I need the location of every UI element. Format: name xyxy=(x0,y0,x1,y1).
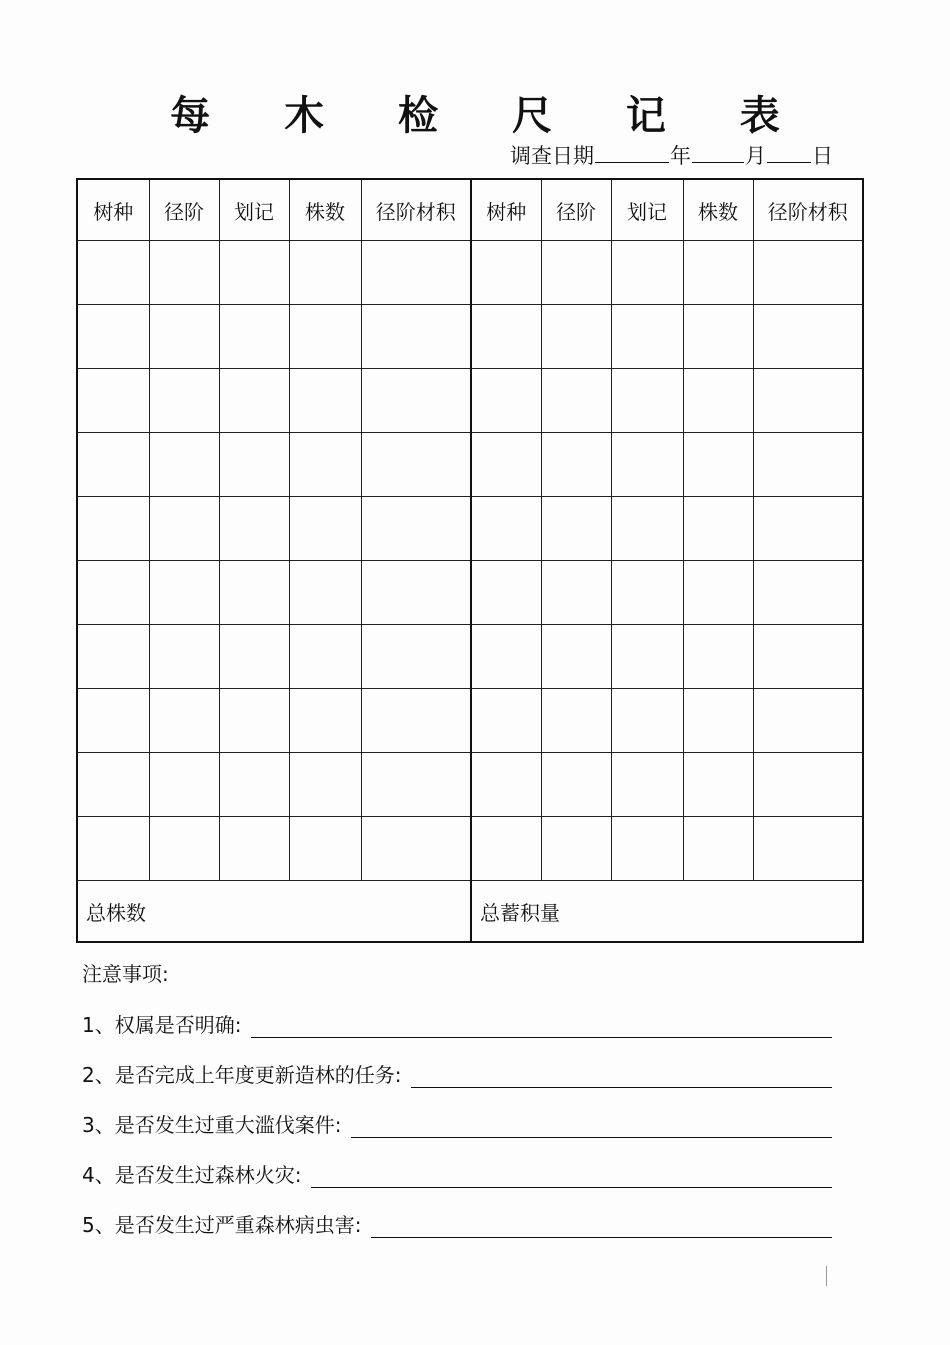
year-label: 年 xyxy=(670,144,691,168)
table-cell[interactable] xyxy=(289,625,361,689)
table-row xyxy=(77,369,863,433)
table-cell[interactable] xyxy=(219,241,289,305)
table-cell[interactable] xyxy=(753,369,863,433)
table-cell[interactable] xyxy=(611,241,683,305)
table-cell[interactable] xyxy=(289,305,361,369)
table-cell[interactable] xyxy=(361,817,471,881)
table-cell[interactable] xyxy=(149,561,219,625)
table-cell[interactable] xyxy=(289,561,361,625)
table-cell[interactable] xyxy=(753,561,863,625)
day-blank[interactable] xyxy=(767,144,811,163)
table-cell[interactable] xyxy=(683,689,753,753)
table-row xyxy=(77,497,863,561)
table-cell[interactable] xyxy=(541,369,611,433)
table-cell[interactable] xyxy=(753,817,863,881)
note-answer-line[interactable] xyxy=(371,1215,832,1238)
table-cell[interactable] xyxy=(149,689,219,753)
table-cell[interactable] xyxy=(149,305,219,369)
table-cell[interactable] xyxy=(289,497,361,561)
table-cell[interactable] xyxy=(683,433,753,497)
table-cell[interactable] xyxy=(683,625,753,689)
table-cell[interactable] xyxy=(471,369,541,433)
table-cell[interactable] xyxy=(753,689,863,753)
column-header: 径阶材积 xyxy=(753,179,863,241)
table-cell[interactable] xyxy=(471,241,541,305)
note-answer-line[interactable] xyxy=(311,1165,832,1188)
survey-date-label: 调查日期 xyxy=(510,144,594,168)
totals-row xyxy=(77,881,863,943)
table-cell[interactable] xyxy=(471,625,541,689)
table-cell[interactable] xyxy=(77,625,149,689)
note-item xyxy=(82,1158,842,1188)
table-cell[interactable] xyxy=(149,369,219,433)
table-cell[interactable] xyxy=(361,369,471,433)
table-cell[interactable] xyxy=(219,817,289,881)
table-cell[interactable] xyxy=(541,753,611,817)
table-cell[interactable] xyxy=(219,561,289,625)
month-blank[interactable] xyxy=(692,144,744,163)
note-label: 4、是否发生过森林火灾: xyxy=(82,1163,302,1187)
table-cell[interactable] xyxy=(361,561,471,625)
table-body xyxy=(77,241,863,881)
table-cell[interactable] xyxy=(471,561,541,625)
table-cell[interactable] xyxy=(611,753,683,817)
table-cell[interactable] xyxy=(219,689,289,753)
table-cell[interactable] xyxy=(541,817,611,881)
table-row xyxy=(77,305,863,369)
table-cell[interactable] xyxy=(683,241,753,305)
table-cell[interactable] xyxy=(219,497,289,561)
table-cell[interactable] xyxy=(77,241,149,305)
table-cell[interactable] xyxy=(611,305,683,369)
table-row xyxy=(77,625,863,689)
table-cell[interactable] xyxy=(77,817,149,881)
table-row xyxy=(77,561,863,625)
table-cell[interactable] xyxy=(541,689,611,753)
table-cell[interactable] xyxy=(611,625,683,689)
table-cell[interactable] xyxy=(77,689,149,753)
table-cell[interactable] xyxy=(683,369,753,433)
note-answer-line[interactable] xyxy=(351,1115,832,1138)
note-item xyxy=(82,1208,842,1238)
table-row xyxy=(77,689,863,753)
table-cell[interactable] xyxy=(361,497,471,561)
day-label: 日 xyxy=(812,144,833,168)
table-cell[interactable] xyxy=(541,497,611,561)
table-cell[interactable] xyxy=(219,753,289,817)
table-cell[interactable] xyxy=(289,753,361,817)
month-label: 月 xyxy=(745,144,766,168)
table-cell[interactable] xyxy=(77,433,149,497)
table-cell[interactable] xyxy=(219,369,289,433)
column-header: 株数 xyxy=(683,179,753,241)
table-cell[interactable] xyxy=(289,241,361,305)
table-cell[interactable] xyxy=(541,561,611,625)
table-cell[interactable] xyxy=(683,753,753,817)
note-item xyxy=(82,1008,842,1038)
notes-section xyxy=(82,958,842,1258)
total-volume-label: 总蓄积量 xyxy=(480,900,560,925)
table-cell[interactable] xyxy=(361,625,471,689)
table-cell[interactable] xyxy=(471,497,541,561)
total-trees-label: 总株数 xyxy=(86,900,146,925)
year-blank[interactable] xyxy=(595,144,669,163)
table-cell[interactable] xyxy=(289,817,361,881)
table-cell[interactable] xyxy=(611,817,683,881)
table-cell[interactable] xyxy=(149,433,219,497)
survey-date-line xyxy=(510,140,833,170)
table-row xyxy=(77,433,863,497)
table-cell[interactable] xyxy=(471,689,541,753)
table-cell[interactable] xyxy=(753,241,863,305)
table-cell[interactable] xyxy=(77,561,149,625)
table-cell[interactable] xyxy=(753,433,863,497)
table-cell[interactable] xyxy=(77,497,149,561)
table-cell[interactable] xyxy=(683,305,753,369)
table-cell[interactable] xyxy=(219,305,289,369)
note-answer-line[interactable] xyxy=(251,1015,832,1038)
column-header: 株数 xyxy=(289,179,361,241)
table-cell[interactable] xyxy=(361,241,471,305)
table-cell[interactable] xyxy=(753,753,863,817)
table-row xyxy=(77,753,863,817)
total-volume-cell[interactable] xyxy=(471,881,863,943)
scan-mark xyxy=(826,1266,827,1286)
total-trees-cell[interactable] xyxy=(77,881,471,943)
note-label: 1、权属是否明确: xyxy=(82,1013,242,1037)
table-cell[interactable] xyxy=(471,753,541,817)
table-cell[interactable] xyxy=(683,561,753,625)
table-cell[interactable] xyxy=(541,241,611,305)
table-cell[interactable] xyxy=(77,369,149,433)
table-cell[interactable] xyxy=(361,433,471,497)
table-cell[interactable] xyxy=(471,433,541,497)
column-header: 树种 xyxy=(77,179,149,241)
table-cell[interactable] xyxy=(149,753,219,817)
table-cell[interactable] xyxy=(361,689,471,753)
table-cell[interactable] xyxy=(611,497,683,561)
table-cell[interactable] xyxy=(753,625,863,689)
column-header: 划记 xyxy=(219,179,289,241)
table-cell[interactable] xyxy=(149,497,219,561)
column-header: 树种 xyxy=(471,179,541,241)
table-cell[interactable] xyxy=(541,625,611,689)
notes-heading: 注意事项: xyxy=(82,962,169,986)
table-cell[interactable] xyxy=(149,817,219,881)
note-item xyxy=(82,1108,842,1138)
table-row xyxy=(77,241,863,305)
table-cell[interactable] xyxy=(611,433,683,497)
table-cell[interactable] xyxy=(77,753,149,817)
table-cell[interactable] xyxy=(541,433,611,497)
table-cell[interactable] xyxy=(541,305,611,369)
table-cell[interactable] xyxy=(149,241,219,305)
table-cell[interactable] xyxy=(753,305,863,369)
column-header: 径阶 xyxy=(149,179,219,241)
table-cell[interactable] xyxy=(683,817,753,881)
table-cell[interactable] xyxy=(471,817,541,881)
column-header: 径阶材积 xyxy=(361,179,471,241)
column-header: 划记 xyxy=(611,179,683,241)
table-cell[interactable] xyxy=(149,625,219,689)
note-label: 3、是否发生过重大滥伐案件: xyxy=(82,1113,342,1137)
table-cell[interactable] xyxy=(611,689,683,753)
table-cell[interactable] xyxy=(753,497,863,561)
note-item xyxy=(82,1058,842,1088)
note-label: 2、是否完成上年度更新造林的任务: xyxy=(82,1063,402,1087)
table-cell[interactable] xyxy=(471,305,541,369)
table-cell[interactable] xyxy=(77,305,149,369)
form-title: 每 木 检 尺 记 表 xyxy=(170,92,810,139)
table-cell[interactable] xyxy=(683,497,753,561)
column-header: 径阶 xyxy=(541,179,611,241)
table-row xyxy=(77,817,863,881)
table-cell[interactable] xyxy=(219,433,289,497)
table-cell[interactable] xyxy=(611,369,683,433)
note-answer-line[interactable] xyxy=(411,1065,832,1088)
note-label: 5、是否发生过严重森林病虫害: xyxy=(82,1213,362,1237)
table-header-row xyxy=(77,179,863,241)
table-cell[interactable] xyxy=(219,625,289,689)
table-cell[interactable] xyxy=(289,369,361,433)
table-cell[interactable] xyxy=(611,561,683,625)
tally-table xyxy=(76,178,864,943)
table-cell[interactable] xyxy=(361,753,471,817)
table-cell[interactable] xyxy=(289,433,361,497)
table-cell[interactable] xyxy=(289,689,361,753)
table-cell[interactable] xyxy=(361,305,471,369)
